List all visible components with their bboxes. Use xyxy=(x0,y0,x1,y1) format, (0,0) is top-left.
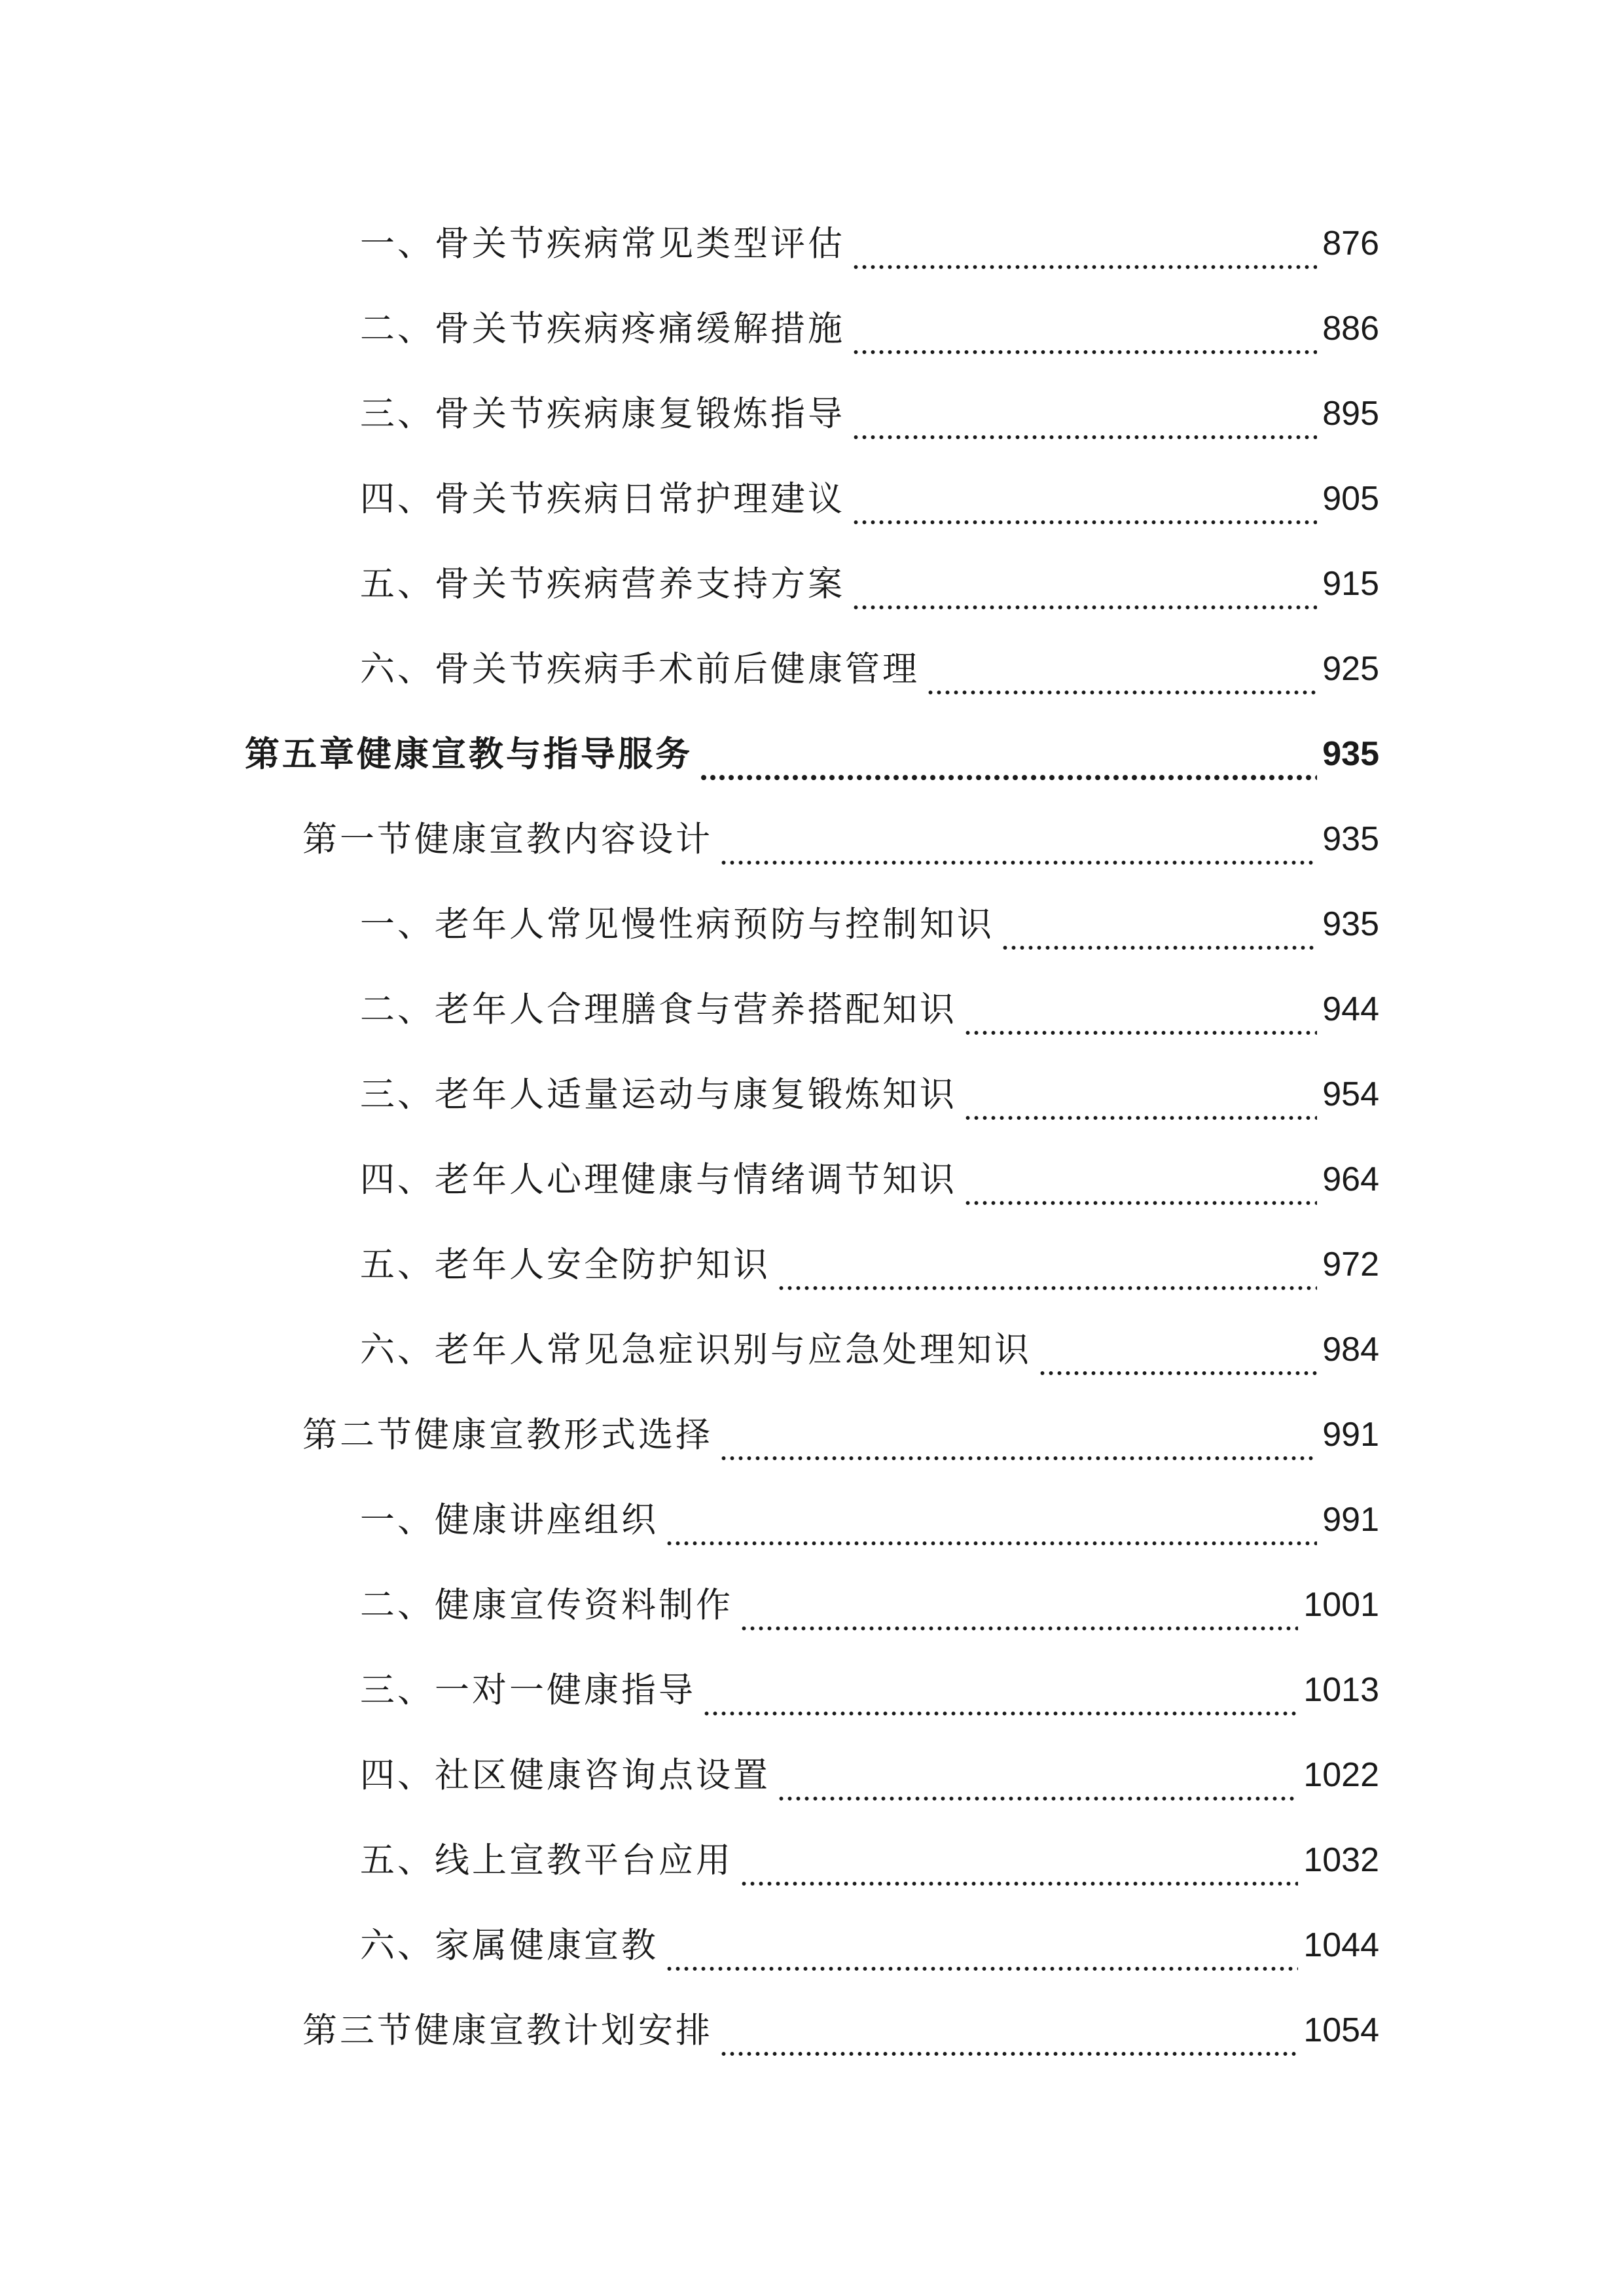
toc-entry-chapter-5[interactable] xyxy=(245,721,1379,787)
toc-entry-safety[interactable] xyxy=(360,1232,1379,1297)
toc-dot-leader xyxy=(699,721,1317,787)
toc-page-number: 1054 xyxy=(1303,2011,1379,2049)
toc-page-number: 1022 xyxy=(1303,1756,1379,1794)
toc-entry-title: 第二节健康宣教形式选择 xyxy=(302,1414,713,1455)
toc-entry-bone-joint-pain-relief[interactable] xyxy=(360,296,1379,361)
toc-entry-title: 二、老年人合理膳食与营养搭配知识 xyxy=(360,989,957,1030)
toc-page-number: 935 xyxy=(1322,905,1379,943)
toc-entry-title: 六、骨关节疾病手术前后健康管理 xyxy=(360,649,920,689)
toc-page-number: 972 xyxy=(1322,1246,1379,1283)
toc-dot-leader xyxy=(777,1232,1317,1297)
toc-dot-leader xyxy=(964,977,1317,1042)
toc-entry-title: 三、老年人适量运动与康复锻炼知识 xyxy=(360,1074,957,1115)
toc-entry-title: 一、老年人常见慢性病预防与控制知识 xyxy=(360,904,994,944)
toc-entry-section-1[interactable] xyxy=(302,806,1379,872)
toc-entry-title: 五、老年人安全防护知识 xyxy=(360,1244,770,1285)
toc-entry-chronic-disease[interactable] xyxy=(360,891,1379,957)
toc-page-number: 876 xyxy=(1322,224,1379,262)
toc-entry-title: 四、老年人心理健康与情绪调节知识 xyxy=(360,1159,957,1200)
toc-entry-exercise[interactable] xyxy=(360,1062,1379,1127)
toc-page-number: 1013 xyxy=(1303,1671,1379,1709)
toc-entry-consult-point[interactable] xyxy=(360,1742,1379,1808)
toc-page-number: 915 xyxy=(1322,565,1379,603)
toc-entry-bone-joint-nutrition[interactable] xyxy=(360,551,1379,617)
toc-entry-title: 一、健康讲座组织 xyxy=(360,1499,659,1540)
toc-entry-title: 一、骨关节疾病常见类型评估 xyxy=(360,223,845,264)
toc-dot-leader xyxy=(719,806,1317,872)
toc-page-number: 886 xyxy=(1322,310,1379,348)
toc-entry-title: 六、家属健康宣教 xyxy=(360,1925,659,1965)
toc-entry-title: 三、一对一健康指导 xyxy=(360,1670,696,1710)
toc-entry-title: 四、社区健康咨询点设置 xyxy=(360,1755,770,1795)
toc-dot-leader xyxy=(852,551,1317,617)
toc-dot-leader xyxy=(926,636,1317,702)
toc-dot-leader xyxy=(852,296,1317,361)
toc-dot-leader xyxy=(665,1912,1298,1978)
toc-entry-emergency[interactable] xyxy=(360,1317,1379,1382)
toc-entry-diet-nutrition[interactable] xyxy=(360,977,1379,1042)
toc-page-number: 925 xyxy=(1322,650,1379,688)
toc-entry-bone-joint-daily-care[interactable] xyxy=(360,466,1379,531)
toc-entry-title: 四、骨关节疾病日常护理建议 xyxy=(360,478,845,519)
toc-page-number: 1044 xyxy=(1303,1926,1379,1964)
toc-dot-leader xyxy=(1038,1317,1317,1382)
toc-entry-title: 五、线上宣教平台应用 xyxy=(360,1840,733,1880)
toc-entry-family[interactable] xyxy=(360,1912,1379,1978)
toc-page-number: 964 xyxy=(1322,1160,1379,1198)
toc-page-number: 954 xyxy=(1322,1075,1379,1113)
toc-dot-leader xyxy=(852,381,1317,446)
toc-page-number: 984 xyxy=(1322,1331,1379,1369)
toc-page-number: 1032 xyxy=(1303,1841,1379,1879)
toc-entry-section-2[interactable] xyxy=(302,1402,1379,1467)
toc-entry-online-platform[interactable] xyxy=(360,1827,1379,1893)
toc-entry-bone-joint-types[interactable] xyxy=(360,211,1379,276)
toc-dot-leader xyxy=(1001,891,1317,957)
toc-entry-title: 第一节健康宣教内容设计 xyxy=(302,819,713,859)
toc-entry-title: 第三节健康宣教计划安排 xyxy=(302,2010,713,2051)
toc-entry-materials[interactable] xyxy=(360,1572,1379,1638)
toc-page-number: 991 xyxy=(1322,1416,1379,1454)
toc-entry-lectures[interactable] xyxy=(360,1487,1379,1552)
toc-dot-leader xyxy=(719,1402,1317,1467)
toc-entry-one-on-one[interactable] xyxy=(360,1657,1379,1723)
toc-page-number: 991 xyxy=(1322,1501,1379,1539)
toc-dot-leader xyxy=(740,1827,1298,1893)
toc-entry-bone-joint-surgery[interactable] xyxy=(360,636,1379,702)
toc-entry-title: 二、骨关节疾病疼痛缓解措施 xyxy=(360,308,845,349)
toc-entry-bone-joint-rehab[interactable] xyxy=(360,381,1379,446)
toc-dot-leader xyxy=(740,1572,1298,1638)
toc-page-number: 935 xyxy=(1322,735,1379,773)
toc-entry-section-3[interactable] xyxy=(302,1998,1379,2063)
toc-dot-leader xyxy=(702,1657,1298,1723)
toc-entry-title: 三、骨关节疾病康复锻炼指导 xyxy=(360,393,845,434)
toc-entry-title: 二、健康宣传资料制作 xyxy=(360,1585,733,1625)
toc-dot-leader xyxy=(665,1487,1317,1552)
toc-dot-leader xyxy=(964,1062,1317,1127)
toc-entry-title: 五、骨关节疾病营养支持方案 xyxy=(360,564,845,604)
toc-dot-leader xyxy=(852,466,1317,531)
toc-page-number: 1001 xyxy=(1303,1586,1379,1624)
toc-dot-leader xyxy=(777,1742,1298,1808)
toc-page-number: 905 xyxy=(1322,480,1379,518)
toc-page-number: 935 xyxy=(1322,820,1379,858)
toc-dot-leader xyxy=(719,1998,1298,2063)
toc-entry-title: 六、老年人常见急症识别与应急处理知识 xyxy=(360,1329,1032,1370)
toc-entry-mental-health[interactable] xyxy=(360,1147,1379,1212)
toc-dot-leader xyxy=(964,1147,1317,1212)
toc-page-number: 944 xyxy=(1322,990,1379,1028)
toc-entry-title: 第五章健康宣教与指导服务 xyxy=(245,734,693,774)
toc-dot-leader xyxy=(852,211,1317,276)
toc-page-number: 895 xyxy=(1322,395,1379,433)
